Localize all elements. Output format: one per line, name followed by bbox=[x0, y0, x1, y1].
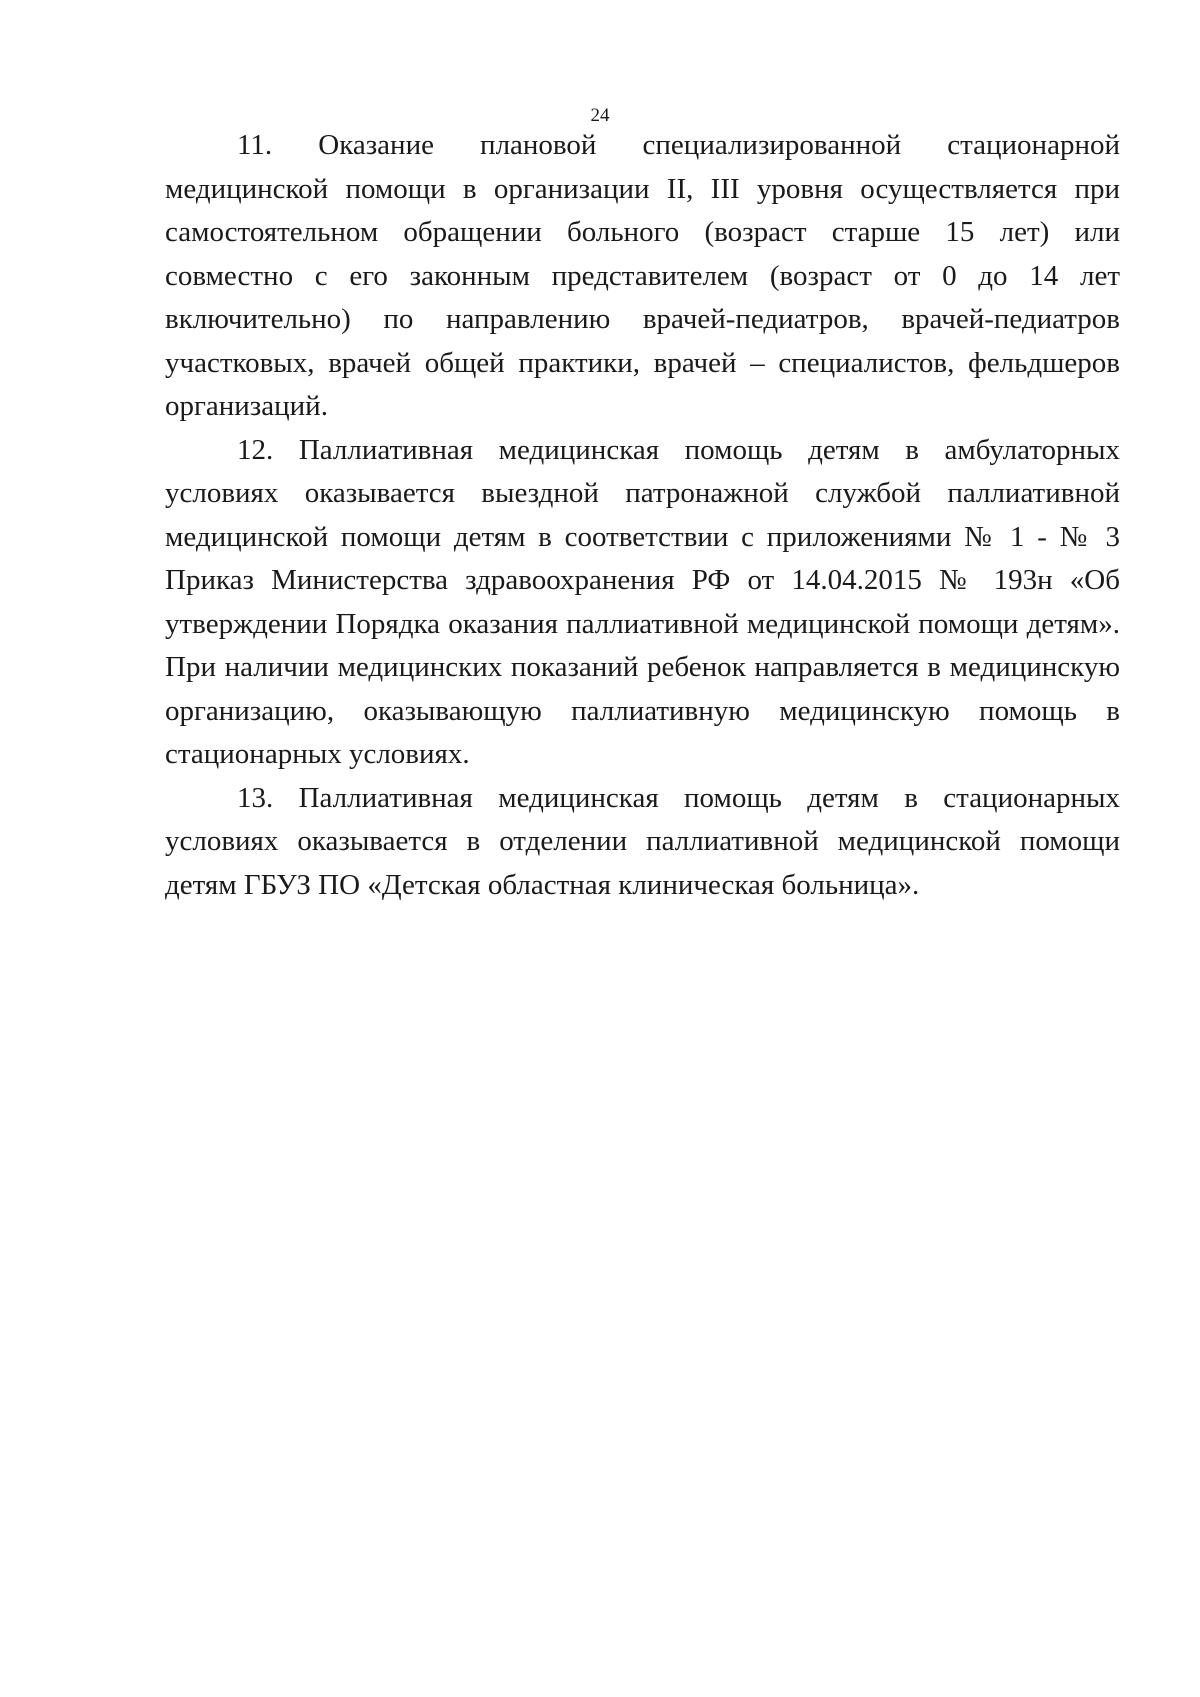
paragraph-12: 12. Паллиативная медицинская помощь детям в амбулаторных условиях оказывается выездной патронажной службой паллиативной медицинской помощи детям в соответствии с приложениями № 1 - № 3 Приказ Министерства здравоохранения РФ от 14.04.2015 № 193н «Об утверждении Порядка оказания паллиативной медицинской помощи детям». При наличии медицинских показаний ребенок направляется в медицинскую организацию, оказывающую паллиативную медицинскую помощь в стационарных условиях. bbox=[165, 433, 1120, 770]
paragraph-11: 11. Оказание плановой специализированной стационарной медицинской помощи в организации II, III уровня осуществляется при самостоятельном обращении больного (возраст старше 15 лет) или совместно с его законным представителем (возраст от 0 до 14 лет включительно) по направлению врачей-педиатров, врачей-педиатров участковых, врачей общей практики, врачей – специалистов, фельдшеров организаций. bbox=[165, 129, 1120, 422]
paragraph-13: 13. Паллиативная медицинская помощь детям в стационарных условиях оказывается в отделении паллиативной медицинской помощи детям ГБУЗ ПО «Детская областная клиническая больница». bbox=[165, 781, 1120, 901]
page-number: 24 bbox=[590, 105, 610, 126]
document-body bbox=[165, 124, 1120, 907]
